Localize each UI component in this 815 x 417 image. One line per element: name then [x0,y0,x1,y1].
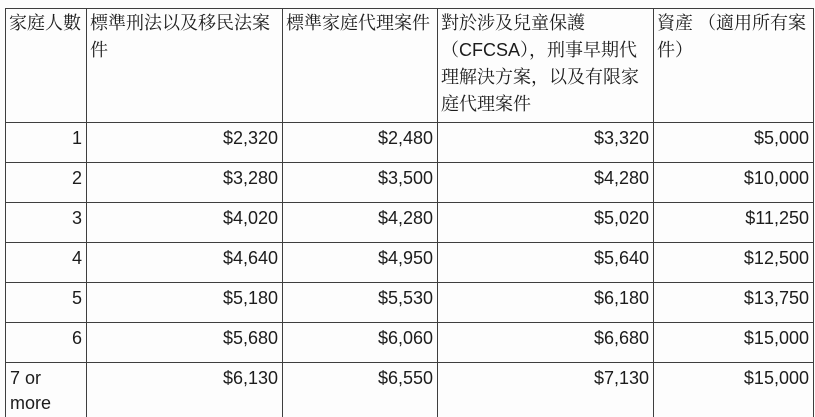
table-cell: $5,020 [438,203,654,243]
table-cell: $6,550 [283,363,438,417]
family-size-cell: 6 [6,323,87,363]
table-cell: $4,950 [283,243,438,283]
table-cell: $2,320 [87,123,283,163]
table-cell: $6,180 [438,283,654,323]
table-cell: $6,060 [283,323,438,363]
table-row [6,203,814,243]
column-header-assets: 資產 （適用所有案件） [654,9,814,123]
table-row [6,363,814,417]
table-cell: $6,130 [87,363,283,417]
table-cell: $5,530 [283,283,438,323]
column-header-family-size: 家庭人數 [6,9,87,123]
column-header-standard-family: 標準家庭代理案件 [283,9,438,123]
table-cell: $4,280 [283,203,438,243]
family-size-cell: 3 [6,203,87,243]
table-cell: $4,640 [87,243,283,283]
family-size-cell: 1 [6,123,87,163]
table-row [6,243,814,283]
column-header-criminal-immigration: 標準刑法以及移民法案件 [87,9,283,123]
table-cell: $15,000 [654,363,814,417]
family-size-cell: 5 [6,283,87,323]
table-cell: $5,640 [438,243,654,283]
table-cell: $4,020 [87,203,283,243]
table-cell: $3,320 [438,123,654,163]
table-row [6,323,814,363]
table-cell: $5,180 [87,283,283,323]
table-row [6,163,814,203]
table-cell: $13,750 [654,283,814,323]
family-size-cell: 2 [6,163,87,203]
table-row [6,123,814,163]
column-header-cfcsa-early-resolution: 對於涉及兒童保護（CFCSA），刑事早期代理解決方案，以及有限家庭代理案件 [438,9,654,123]
table-cell: $6,680 [438,323,654,363]
table-cell: $12,500 [654,243,814,283]
table-cell: $10,000 [654,163,814,203]
table-cell: $5,000 [654,123,814,163]
table-cell: $7,130 [438,363,654,417]
table-cell: $4,280 [438,163,654,203]
family-size-cell: 7 or more [6,363,87,417]
table-cell: $2,480 [283,123,438,163]
table-cell: $3,500 [283,163,438,203]
header-row [6,9,814,123]
table-row [6,283,814,323]
family-size-cell: 4 [6,243,87,283]
legal-aid-fee-table [5,8,814,417]
table-cell: $15,000 [654,323,814,363]
table-cell: $3,280 [87,163,283,203]
table-cell: $11,250 [654,203,814,243]
table-cell: $5,680 [87,323,283,363]
